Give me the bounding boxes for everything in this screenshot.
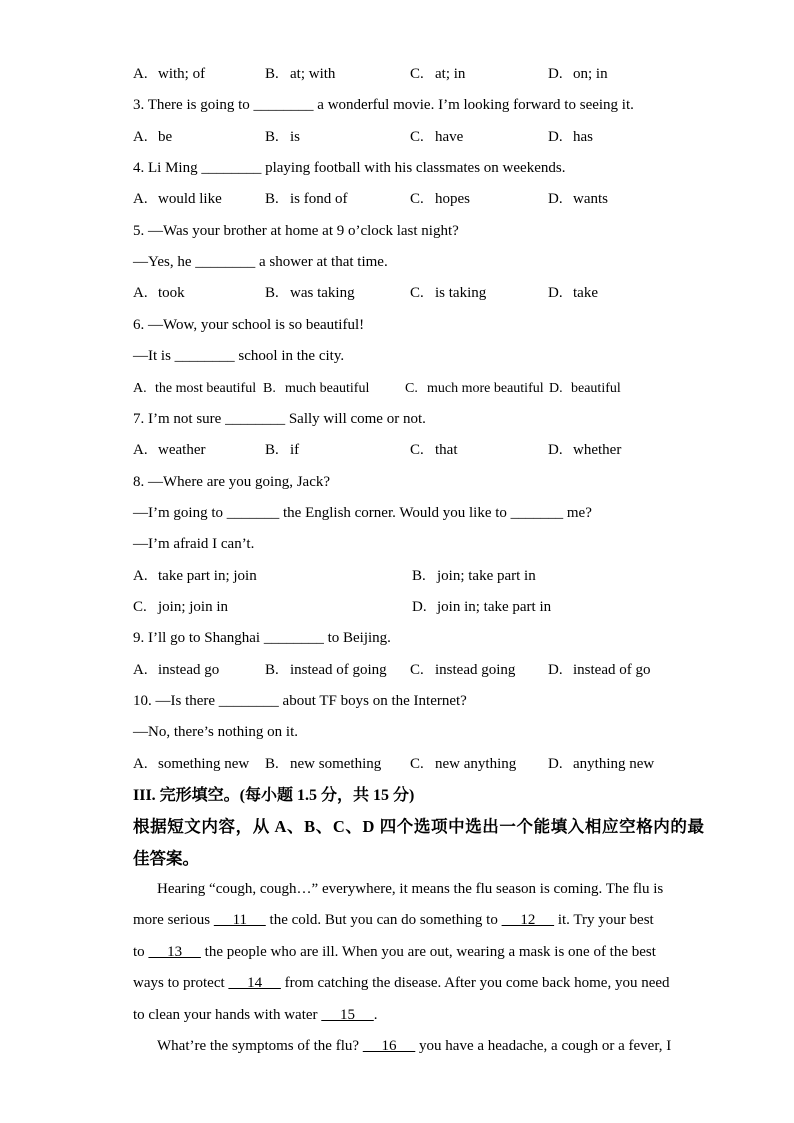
cloze-blank-11: 11 bbox=[213, 912, 266, 929]
option-letter: B. bbox=[265, 442, 279, 459]
option-letter: A. bbox=[133, 755, 148, 772]
cloze-blank-16: 16 bbox=[362, 1037, 416, 1054]
option-d bbox=[548, 440, 621, 461]
option-c bbox=[410, 440, 458, 461]
option-d bbox=[548, 127, 593, 148]
question-line: 7. I’m not sure ________ Sally will come or not. bbox=[133, 410, 426, 427]
option-a bbox=[133, 189, 222, 210]
option-label: instead going bbox=[435, 661, 516, 678]
cloze-line: Hearing “cough, cough…” everywhere, it means the flu season is coming. The flu is bbox=[157, 881, 664, 898]
option-a bbox=[133, 127, 172, 148]
option-label: was taking bbox=[290, 285, 355, 302]
cloze-line: more serious 11 the cold. But you can do something to 12 it. Try your best bbox=[133, 912, 654, 929]
option-a bbox=[133, 378, 256, 399]
option-a bbox=[133, 754, 249, 775]
option-label: the most beautiful bbox=[155, 380, 257, 396]
option-c bbox=[133, 597, 228, 618]
question-line: 3. There is going to ________ a wonderful movie. I’m looking forward to seeing it. bbox=[133, 97, 634, 114]
option-letter: D. bbox=[549, 380, 563, 396]
cloze-line: to 13 the people who are ill. When you are out, wearing a mask is one of the best bbox=[133, 943, 656, 960]
option-letter: D. bbox=[548, 128, 563, 145]
option-label: took bbox=[158, 285, 185, 302]
option-label: is bbox=[290, 128, 301, 145]
option-c bbox=[410, 754, 516, 775]
option-letter: C. bbox=[410, 191, 424, 208]
question-line: 5. —Was your brother at home at 9 o’clock last night? bbox=[133, 222, 459, 239]
option-letter: A. bbox=[133, 661, 148, 678]
option-letter: C. bbox=[133, 598, 147, 615]
option-b bbox=[265, 440, 299, 461]
question-line: 8. —Where are you going, Jack? bbox=[133, 473, 331, 490]
option-a bbox=[133, 566, 257, 587]
option-letter: B. bbox=[265, 128, 279, 145]
option-label: instead of go bbox=[573, 661, 651, 678]
question-line: 9. I’ll go to Shanghai ________ to Beijing. bbox=[133, 630, 391, 647]
option-a bbox=[133, 660, 219, 681]
option-letter: B. bbox=[265, 755, 279, 772]
option-letter: C. bbox=[410, 285, 424, 302]
option-letter: A. bbox=[133, 128, 148, 145]
option-label: something new bbox=[158, 755, 250, 772]
option-letter: C. bbox=[405, 380, 418, 396]
question-line: —It is ________ school in the city. bbox=[133, 348, 345, 365]
question-line: 4. Li Ming ________ playing football with his classmates on weekends. bbox=[133, 160, 566, 177]
option-label: have bbox=[435, 128, 464, 145]
cloze-blank-15: 15 bbox=[321, 1006, 374, 1023]
option-letter: D. bbox=[548, 191, 563, 208]
question-line: —I’m afraid I can’t. bbox=[133, 536, 255, 553]
option-label: if bbox=[290, 442, 300, 459]
option-label: that bbox=[435, 442, 458, 459]
option-letter: D. bbox=[548, 661, 563, 678]
option-c bbox=[410, 283, 486, 304]
option-letter: B. bbox=[263, 380, 276, 396]
option-b bbox=[265, 283, 355, 304]
cloze-blank-12: 12 bbox=[501, 912, 555, 929]
option-label: has bbox=[573, 128, 593, 145]
option-label: whether bbox=[573, 442, 622, 459]
option-label: instead go bbox=[158, 661, 220, 678]
option-label: beautiful bbox=[571, 380, 621, 396]
option-letter: C. bbox=[410, 755, 424, 772]
option-b bbox=[265, 660, 387, 681]
option-d bbox=[549, 378, 621, 399]
cloze-line: ways to protect 14 from catching the disease. After you come back home, you need bbox=[133, 975, 670, 992]
option-b bbox=[265, 127, 300, 148]
option-letter: C. bbox=[410, 661, 424, 678]
option-a bbox=[133, 283, 185, 304]
option-d bbox=[548, 283, 598, 304]
question-line: —Yes, he ________ a shower at that time. bbox=[133, 254, 388, 271]
option-letter: A. bbox=[133, 66, 148, 82]
option-letter: C. bbox=[410, 442, 424, 459]
option-label: at; in bbox=[435, 66, 466, 82]
cloze-line: to clean your hands with water 15 . bbox=[133, 1006, 378, 1023]
cloze-line: What’re the symptoms of the flu? 16 you have a headache, a cough or a fever, I bbox=[157, 1037, 672, 1054]
option-c bbox=[410, 189, 470, 210]
option-label: much beautiful bbox=[285, 380, 370, 396]
option-d bbox=[548, 660, 650, 681]
question-line: —I’m going to _______ the English corner. Would you like to _______ me? bbox=[133, 504, 592, 521]
option-label: anything new bbox=[573, 755, 655, 772]
option-a bbox=[133, 64, 205, 85]
cloze-blank-14: 14 bbox=[228, 975, 281, 992]
option-label: take part in; join bbox=[158, 567, 257, 584]
option-label: on; in bbox=[573, 66, 608, 82]
option-c bbox=[410, 64, 465, 85]
cloze-section-heading: III. 完形填空。(每小题 1.5 分，共 15 分) bbox=[133, 787, 415, 805]
option-label: instead of going bbox=[290, 661, 387, 678]
option-letter: D. bbox=[548, 285, 563, 302]
option-letter: B. bbox=[412, 567, 426, 584]
option-b bbox=[265, 189, 348, 210]
option-letter: A. bbox=[133, 380, 147, 396]
option-label: wants bbox=[573, 191, 608, 208]
option-letter: D. bbox=[548, 442, 563, 459]
option-label: with; of bbox=[158, 66, 206, 82]
question-line: 10. —Is there ________ about TF boys on the Internet? bbox=[133, 693, 467, 709]
option-d bbox=[548, 754, 654, 775]
option-letter: C. bbox=[410, 128, 424, 145]
option-label: join; take part in bbox=[437, 567, 536, 584]
option-letter: B. bbox=[265, 66, 279, 82]
option-letter: B. bbox=[265, 661, 279, 678]
option-d bbox=[548, 189, 608, 210]
option-label: would like bbox=[158, 191, 222, 208]
option-label: is fond of bbox=[290, 191, 348, 208]
option-a bbox=[133, 440, 205, 461]
option-letter: A. bbox=[133, 442, 148, 459]
option-letter: A. bbox=[133, 567, 148, 584]
option-d bbox=[548, 64, 608, 85]
option-letter: D. bbox=[548, 755, 563, 772]
option-letter: D. bbox=[548, 66, 563, 82]
option-b bbox=[265, 64, 335, 85]
cloze-instruction-line: 根据短文内容，从 A、B、C、D 四个选项中选出一个能填入相应空格内的最 bbox=[133, 817, 705, 837]
option-label: join in; take part in bbox=[437, 598, 552, 615]
cloze-instruction-line: 佳答案。 bbox=[133, 848, 199, 868]
option-label: new anything bbox=[435, 755, 517, 772]
option-letter: A. bbox=[133, 285, 148, 302]
option-label: is taking bbox=[435, 285, 487, 302]
option-label: take bbox=[573, 285, 598, 302]
option-letter: A. bbox=[133, 191, 148, 208]
option-b bbox=[412, 566, 536, 587]
option-b bbox=[263, 378, 369, 399]
option-c bbox=[405, 378, 544, 399]
cloze-blank-13: 13 bbox=[148, 943, 201, 960]
option-letter: D. bbox=[412, 598, 427, 615]
question-line: 6. —Wow, your school is so beautiful! bbox=[133, 316, 365, 333]
option-d bbox=[412, 597, 551, 618]
option-b bbox=[265, 754, 381, 775]
option-letter: B. bbox=[265, 285, 279, 302]
option-label: much more beautiful bbox=[427, 380, 544, 396]
question-line: —No, there’s nothing on it. bbox=[133, 724, 298, 741]
option-c bbox=[410, 127, 463, 148]
option-label: join; join in bbox=[158, 598, 229, 615]
option-letter: C. bbox=[410, 66, 424, 82]
option-label: hopes bbox=[435, 191, 470, 208]
option-label: new something bbox=[290, 755, 382, 772]
option-label: at; with bbox=[290, 66, 336, 82]
option-letter: B. bbox=[265, 191, 279, 208]
option-label: weather bbox=[158, 442, 206, 459]
option-label: be bbox=[158, 128, 173, 145]
option-c bbox=[410, 660, 515, 681]
